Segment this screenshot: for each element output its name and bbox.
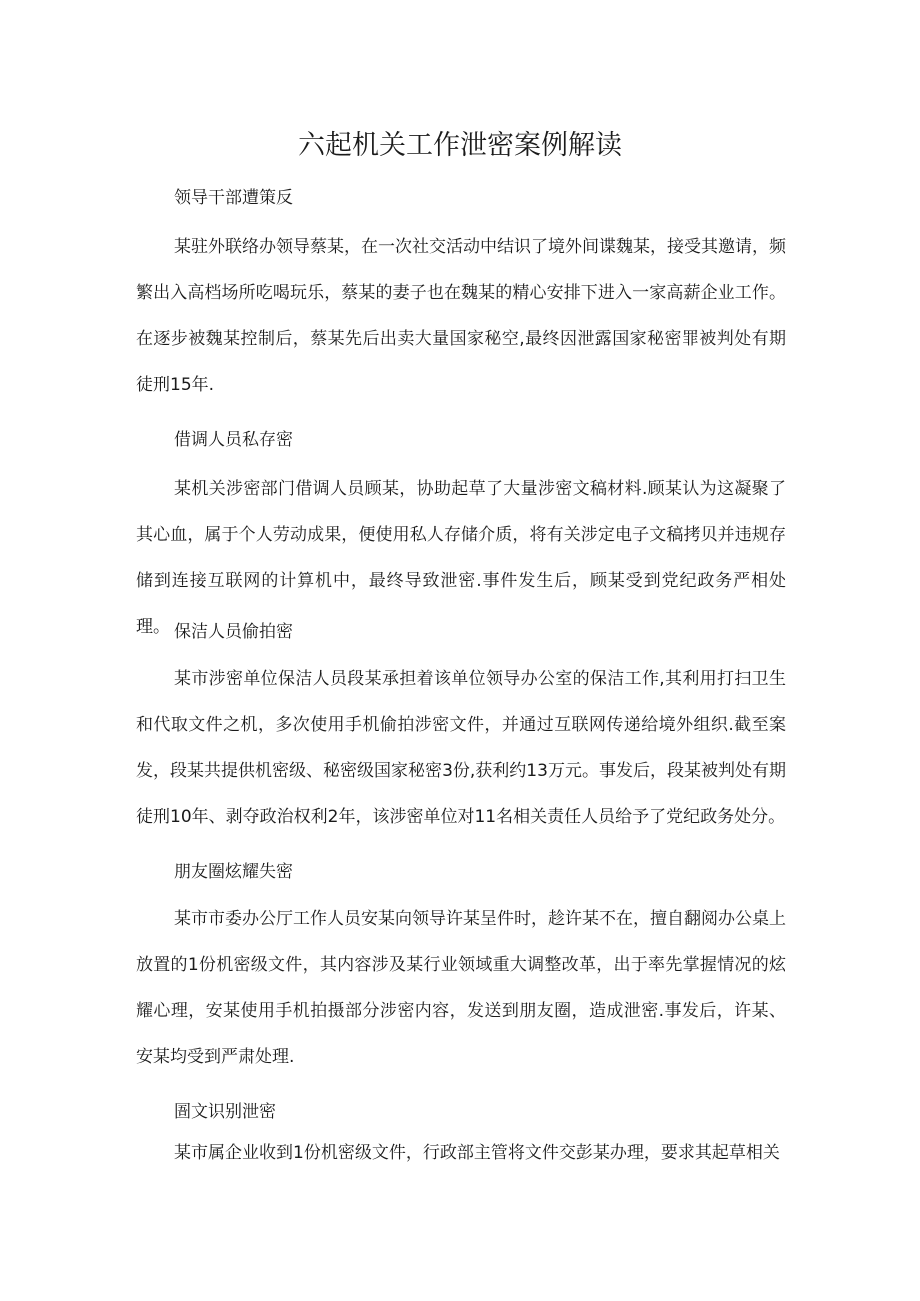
section-body-image-text: 某市属企业收到1份机密级文件，行政部主管将文件交彭某办理，要求其起草相关 [174,1143,780,1163]
section-body-seconded-staff: 某机关涉密部门借调人员顾某，协助起草了大量涉密文稿材料.顾某认为这凝聚了其心血，属于个人劳动成果，便使用私人存储介质，将有关涉定电子文稿拷贝并违规存储到连接互联网的计算机中，最终导致泄密.事件发生后，顾某受到党纪政务严相处理。 [136,479,786,637]
section-heading-leader-turned: 领导干部遭策反 [174,188,293,208]
section-heading-cleaner: 保洁人员偷拍密 [174,622,293,642]
document-title: 六起机关工作泄密案例解读 [298,130,622,161]
section-heading-image-text: 圄文识别泄密 [174,1102,276,1122]
section-body-moments: 某市市委办公厅工作人员安某向领导许某呈件时，趁许某不在，擅自翻阅办公桌上放置的1份机密级文件，其内容涉及某行业领域重大调整改革，出于率先掌握情况的炫耀心理，安某使用手机拍摄部分涉密内容，发送到朋友圈，造成泄密.事发后，许某、安某均受到严肃处理. [136,909,786,1067]
section-body-cleaner: 某市涉密单位保洁人员段某承担着该单位领导办公室的保洁工作,其利用打扫卫生和代取文件之机，多次使用手机偷拍涉密文件，并通过互联网传递给境外组织.截至案发，段某共提供机密级、秘密级国家秘密3份,获利约13万元。事发后，段某被判处有期徒刑10年、剥夺政治权利2年，该涉密单位对11名相关责任人员给予了党纪政务处分。 [136,669,786,827]
section-body-leader-turned: 某驻外联络办领导蔡某，在一次社交活动中结识了境外间谍魏某，接受其邀请，频繁出入高档场所吃喝玩乐，蔡某的妻子也在魏某的精心安排下进入一家高薪企业工作。在逐步被魏某控制后，蔡某先后出卖大量国家秘空,最终因泄露国家秘密罪被判处有期徒刑15年. [136,237,786,395]
section-heading-moments: 朋友圈炫耀失密 [174,862,293,882]
section-heading-seconded-staff: 借调人员私存密 [174,430,293,450]
